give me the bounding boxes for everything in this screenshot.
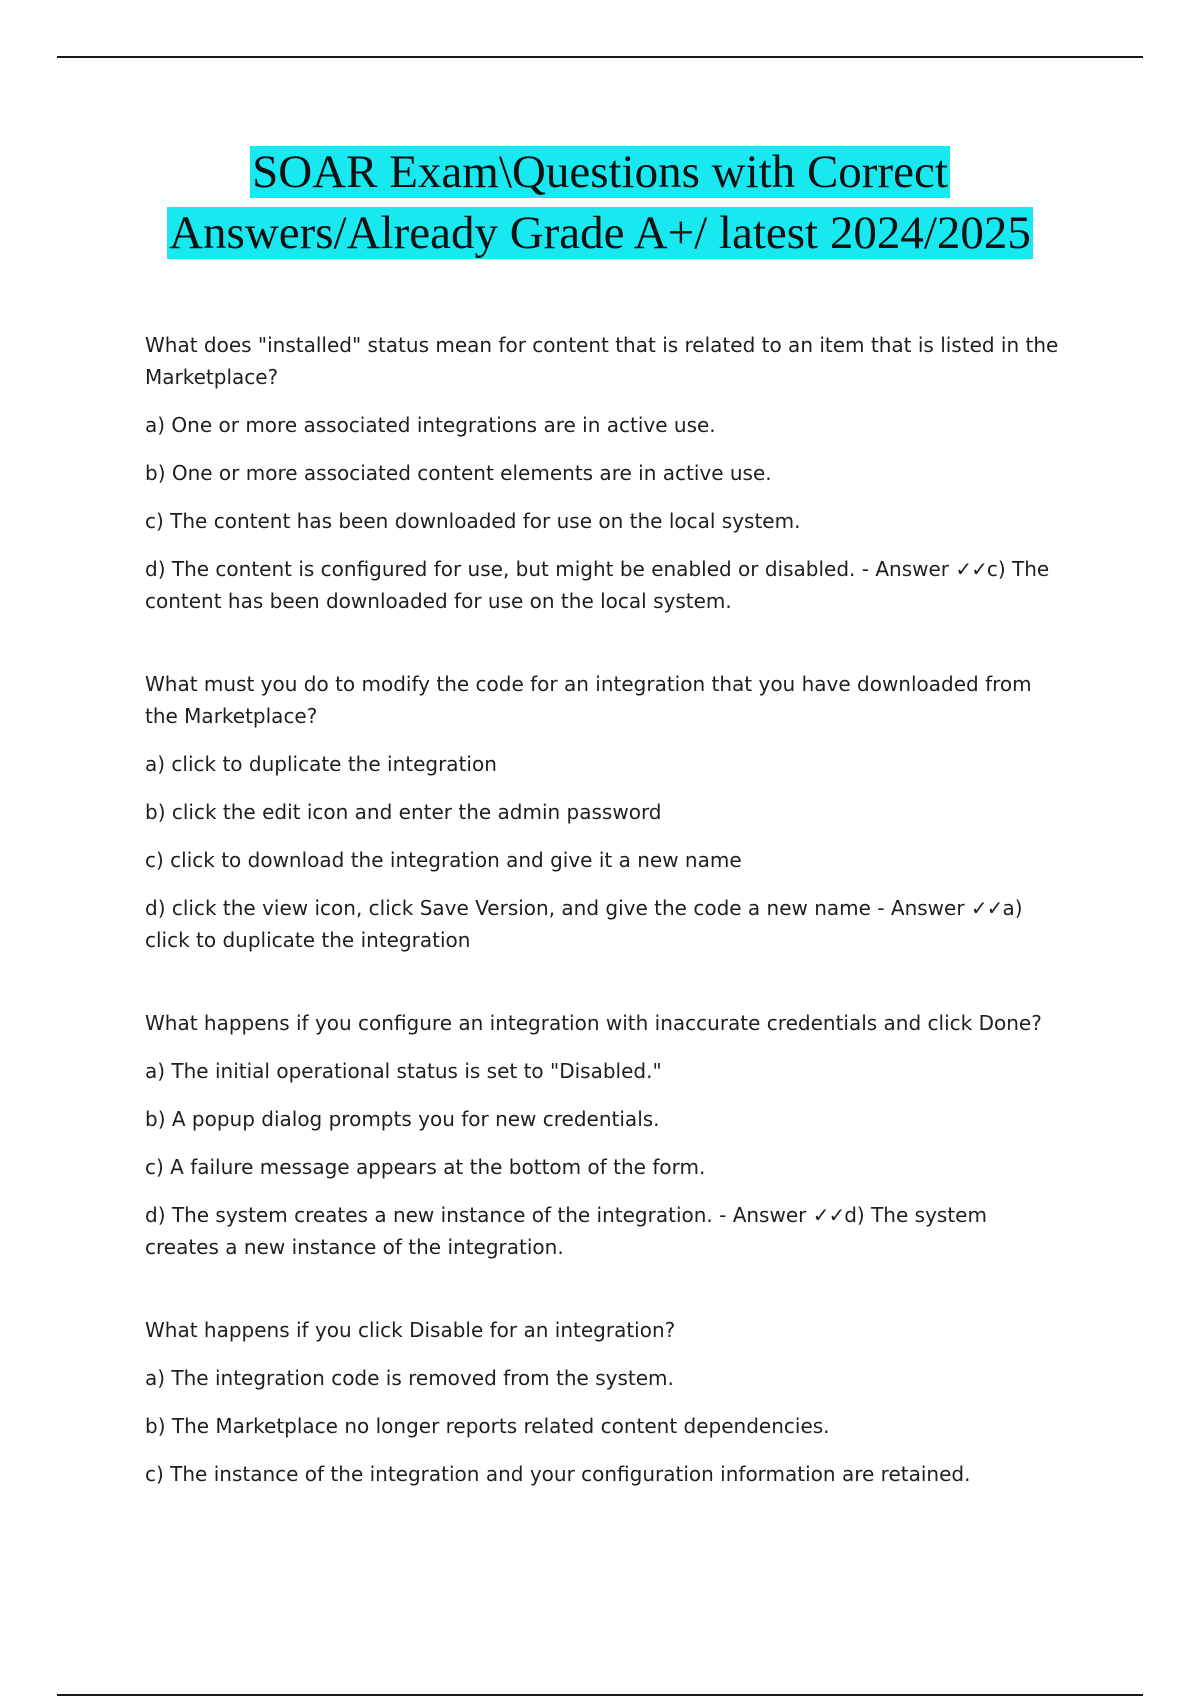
- option-a: a) One or more associated integrations are in active use.: [145, 413, 716, 437]
- option-d-with-answer: [145, 553, 1065, 617]
- question-list: [145, 329, 1065, 1490]
- option-b: b) One or more associated content elements are in active use.: [145, 461, 772, 485]
- option-a: a) The initial operational status is set to "Disabled.": [145, 1059, 662, 1083]
- option-d: d) The system creates a new instance of the integration. - Answer: [145, 1203, 813, 1227]
- double-check-icon: ✓✓: [955, 557, 987, 581]
- question-block-3: [145, 1007, 1065, 1263]
- document-title: [0, 142, 1200, 264]
- question-block-4: [145, 1314, 1065, 1490]
- bottom-rule: [57, 1694, 1143, 1696]
- question-block-2: [145, 668, 1065, 956]
- question-text: What does "installed" status mean for content that is related to an item that is listed in the Marketplace?: [145, 333, 1059, 389]
- title-line-2: Answers/Already Grade A+/ latest 2024/2025: [169, 207, 1031, 259]
- correct-answer: a) click to duplicate the integration: [145, 896, 1023, 952]
- option-d-with-answer: [145, 892, 1065, 956]
- option-b: b) click the edit icon and enter the admin password: [145, 800, 662, 824]
- option-a: a) click to duplicate the integration: [145, 752, 497, 776]
- correct-answer: c) The content has been downloaded for use on the local system.: [145, 557, 1050, 613]
- option-c: c) The instance of the integration and your configuration information are retained.: [145, 1462, 971, 1486]
- top-rule: [57, 56, 1143, 58]
- option-d-with-answer: [145, 1199, 1065, 1263]
- option-d: d) click the view icon, click Save Version, and give the code a new name - Answer: [145, 896, 971, 920]
- double-check-icon: ✓✓: [812, 1203, 845, 1227]
- question-block-1: [145, 329, 1065, 617]
- question-text: What happens if you configure an integration with inaccurate credentials and click Done?: [145, 1011, 1042, 1035]
- option-d: d) The content is configured for use, but might be enabled or disabled. - Answer: [145, 557, 956, 581]
- option-b: b) A popup dialog prompts you for new credentials.: [145, 1107, 660, 1131]
- option-a: a) The integration code is removed from the system.: [145, 1366, 674, 1390]
- option-c: c) click to download the integration and give it a new name: [145, 848, 742, 872]
- question-text: What must you do to modify the code for an integration that you have downloaded from the Marketplace?: [145, 672, 1032, 728]
- question-text: What happens if you click Disable for an integration?: [145, 1318, 676, 1342]
- option-c: c) A failure message appears at the bottom of the form.: [145, 1155, 706, 1179]
- option-b: b) The Marketplace no longer reports related content dependencies.: [145, 1414, 830, 1438]
- option-c: c) The content has been downloaded for use on the local system.: [145, 509, 801, 533]
- correct-answer: d) The system creates a new instance of the integration.: [145, 1203, 987, 1259]
- double-check-icon: ✓✓: [970, 896, 1003, 920]
- title-line-1: SOAR Exam\Questions with Correct: [252, 146, 948, 198]
